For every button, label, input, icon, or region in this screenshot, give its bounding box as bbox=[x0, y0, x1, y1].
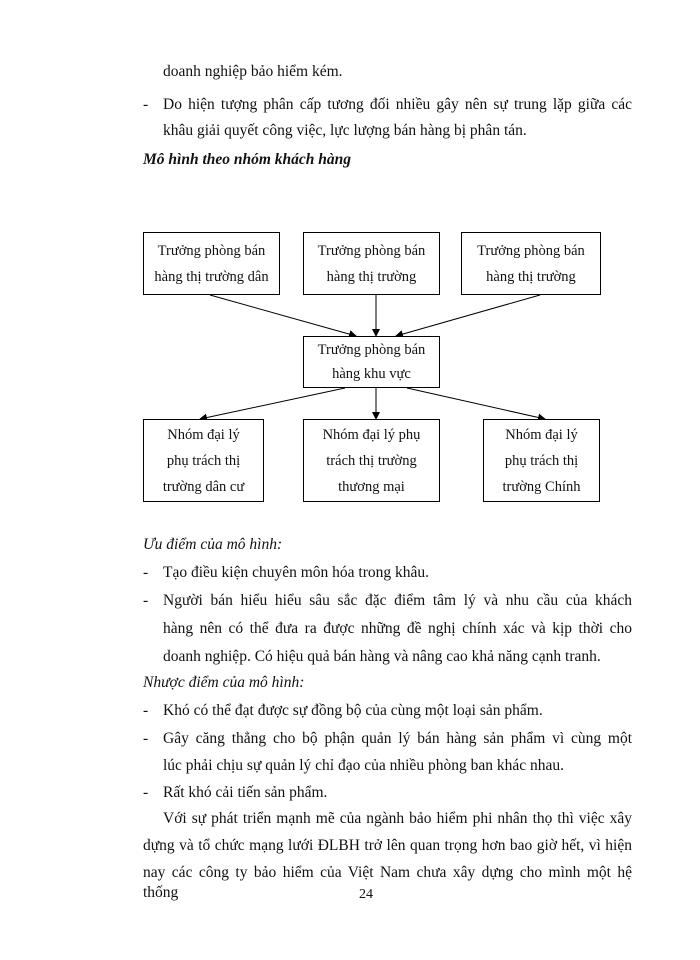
bullet-dash: - bbox=[143, 784, 149, 801]
box-line: Trưởng phòng bán bbox=[317, 242, 426, 259]
connector-arrow bbox=[210, 295, 356, 336]
top-box-1 bbox=[143, 232, 280, 295]
bullet-dash: - bbox=[143, 730, 149, 747]
text-line: Gây căng thẳng cho bộ phận quản lý bán hàng sản phẩm vì cùng một bbox=[163, 730, 632, 747]
advantages-heading: Ưu điểm của mô hình: bbox=[143, 536, 283, 553]
box-line: trường dân cư bbox=[162, 478, 245, 495]
bottom-box-2 bbox=[303, 419, 440, 502]
box-line: hàng thị trường dân bbox=[154, 268, 269, 285]
box-line: phụ trách thị bbox=[166, 452, 241, 469]
box-line: Trưởng phòng bán bbox=[317, 342, 426, 358]
top-box-2 bbox=[303, 232, 440, 295]
bullet-dash: - bbox=[143, 592, 149, 609]
box-line: Nhóm đại lý bbox=[167, 426, 240, 443]
box-line: Trưởng phòng bán bbox=[477, 242, 585, 259]
box-line: Trưởng phòng bán bbox=[157, 242, 266, 259]
text-line: dựng và tổ chức mạng lưới ĐLBH trở lên quan trọng hơn bao giờ hết, vì hiện bbox=[143, 837, 632, 854]
text-line: Tạo điều kiện chuyên môn hóa trong khâu. bbox=[163, 564, 430, 581]
connector-arrow bbox=[200, 388, 345, 419]
text-line: Người bán hiểu hiểu sâu sắc đặc điểm tâm lý và nhu cầu của khách bbox=[163, 592, 632, 609]
text-line: Khó có thể đạt được sự đồng bộ của cùng một loại sản phẩm. bbox=[163, 702, 543, 719]
box-line: Nhóm đại lý phụ bbox=[322, 426, 421, 443]
connector-arrow bbox=[407, 388, 545, 419]
section-heading: Mô hình theo nhóm khách hàng bbox=[143, 151, 352, 168]
text-line: Do hiện tượng phân cấp tương đối nhiều gây nên sự trung lặp giữa các bbox=[163, 96, 632, 113]
text-line: khâu giải quyết công việc, lực lượng bán hàng bị phân tán. bbox=[163, 122, 527, 139]
box-line: hàng khu vực bbox=[332, 366, 411, 382]
top-box-3 bbox=[461, 232, 601, 295]
box-line: hàng thị trường bbox=[486, 268, 576, 285]
text-line: doanh nghiệp. Có hiệu quả bán hàng và nâng cao khả năng cạnh tranh. bbox=[163, 648, 601, 665]
text-line: lúc phải chịu sự quản lý chỉ đạo của nhiều phòng ban khác nhau. bbox=[163, 757, 564, 774]
box-line: trường Chính bbox=[502, 478, 581, 495]
text-line: Rất khó cải tiến sản phẩm. bbox=[163, 784, 328, 801]
bottom-box-3 bbox=[483, 419, 600, 502]
bullet-dash: - bbox=[143, 96, 149, 113]
disadvantages-heading: Nhược điểm của mô hình: bbox=[143, 674, 305, 691]
bullet-dash: - bbox=[143, 702, 149, 719]
bottom-box-1 bbox=[143, 419, 264, 502]
bullet-dash: - bbox=[143, 564, 149, 581]
box-line: hàng thị trường bbox=[326, 268, 417, 285]
connector-arrow bbox=[396, 295, 540, 336]
text-line: nay các công ty bảo hiểm của Việt Nam chưa xây dựng cho mình một hệ thống bbox=[143, 864, 632, 901]
middle-box bbox=[303, 336, 440, 388]
box-line: Nhóm đại lý bbox=[505, 426, 578, 443]
page-number: 24 bbox=[359, 887, 373, 902]
text-line: Với sự phát triển mạnh mẽ của ngành bảo hiểm phi nhân thọ thì việc xây bbox=[163, 810, 632, 827]
box-line: thương mại bbox=[338, 478, 405, 495]
text-line: hàng nên có thể đưa ra được những đề nghị chính xác và kịp thời cho bbox=[163, 620, 632, 637]
text-line: doanh nghiệp bảo hiểm kém. bbox=[163, 63, 343, 80]
box-line: phụ trách thị bbox=[504, 452, 579, 469]
box-line: trách thị trường bbox=[326, 452, 417, 469]
